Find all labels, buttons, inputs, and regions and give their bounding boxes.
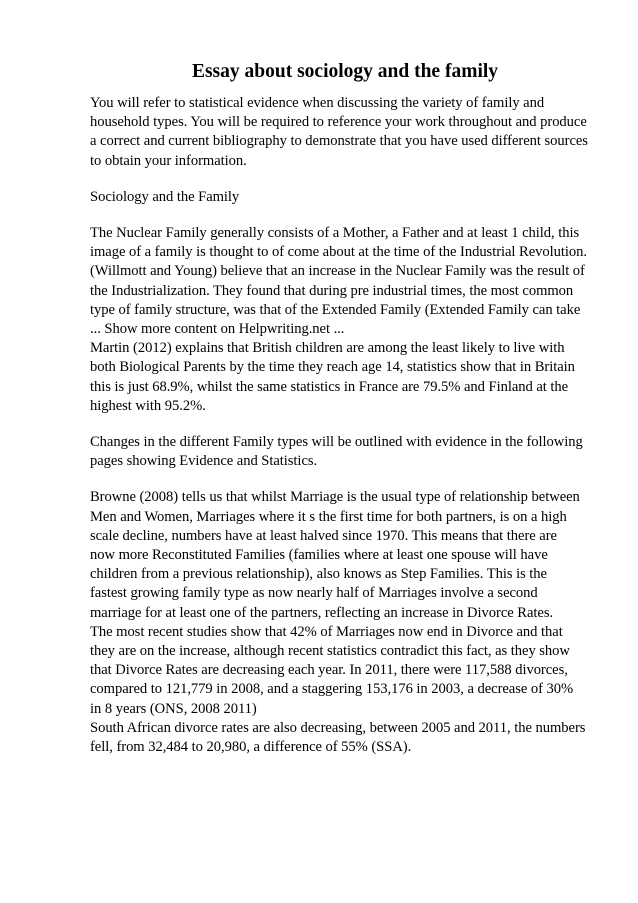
document-page	[90, 60, 600, 757]
text-line: to obtain your information.	[90, 152, 247, 169]
text-line: Sociology and the Family	[90, 188, 240, 205]
paragraph-intro	[90, 94, 600, 171]
text-line: fastest growing family type as now nearly half of Marriages involve a second	[90, 585, 538, 602]
text-line: Changes in the different Family types will be outlined with evidence in the following	[90, 434, 583, 451]
text-line: type of family structure, was that of the Extended Family (Extended Family can take	[90, 301, 581, 318]
text-line: they are on the increase, although recent statistics contradict this fact, as they show	[90, 643, 570, 660]
paragraph-gap	[90, 171, 600, 188]
text-line: household types. You will be required to reference your work throughout and produce	[90, 114, 587, 131]
text-line: highest with 95.2%.	[90, 397, 206, 414]
show-more-text: ... Show more content on Helpwriting.net ...	[90, 321, 345, 338]
text-line: image of a family is thought to of come about at the time of the Industrial Revolution.	[90, 244, 587, 261]
text-line: children from a previous relationship), also knows as Step Families. This is the	[90, 566, 547, 583]
paragraph-gap	[90, 207, 600, 224]
text-line: (Willmott and Young) believe that an increase in the Nuclear Family was the result of	[90, 263, 585, 280]
text-line: fell, from 32,484 to 20,980, a difference of 55% (SSA).	[90, 739, 412, 756]
text-line: that Divorce Rates are decreasing each year. In 2011, there were 117,588 divorces,	[90, 662, 568, 679]
paragraph-gap	[90, 416, 600, 433]
text-line: compared to 121,779 in 2008, and a staggering 153,176 in 2003, a decrease of 30%	[90, 681, 574, 698]
paragraph-nuclear-family	[90, 224, 600, 416]
text-line: Martin (2012) explains that British children are among the least likely to live with	[90, 340, 565, 357]
text-line: pages showing Evidence and Statistics.	[90, 453, 318, 470]
text-line: The Nuclear Family generally consists of a Mother, a Father and at least 1 child, this	[90, 225, 580, 242]
text-line: marriage for at least one of the partners, reflecting an increase in Divorce Rates.	[90, 604, 554, 621]
text-line: now more Reconstituted Families (families where at least one spouse will have	[90, 547, 548, 564]
text-line: You will refer to statistical evidence when discussing the variety of family and	[90, 95, 545, 111]
text-line: South African divorce rates are also decreasing, between 2005 and 2011, the numbers	[90, 719, 586, 736]
text-line: a correct and current bibliography to demonstrate that you have used different sources	[90, 133, 588, 150]
text-line: Men and Women, Marriages where it s the first time for both partners, is on a high	[90, 508, 567, 525]
text-line: The most recent studies show that 42% of Marriages now end in Divorce and that	[90, 623, 563, 640]
section-heading	[90, 188, 600, 207]
text-line: Browne (2008) tells us that whilst Marriage is the usual type of relationship between	[90, 489, 580, 506]
text-line: scale decline, numbers have at least halved since 1970. This means that there are	[90, 527, 557, 544]
paragraph-gap	[90, 471, 600, 488]
page-title: Essay about sociology and the family	[191, 61, 499, 82]
text-line: this is just 68.9%, whilst the same statistics in France are 79.5% and Finland at the	[90, 378, 569, 395]
paragraph-marriage-divorce	[90, 488, 600, 757]
text-line: in 8 years (ONS, 2008 2011)	[90, 700, 257, 717]
text-line: the Industrialization. They found that during pre industrial times, the most common	[90, 282, 574, 299]
paragraph-changes	[90, 433, 600, 471]
text-line: both Biological Parents by the time they reach age 14, statistics show that in Britain	[90, 359, 575, 376]
